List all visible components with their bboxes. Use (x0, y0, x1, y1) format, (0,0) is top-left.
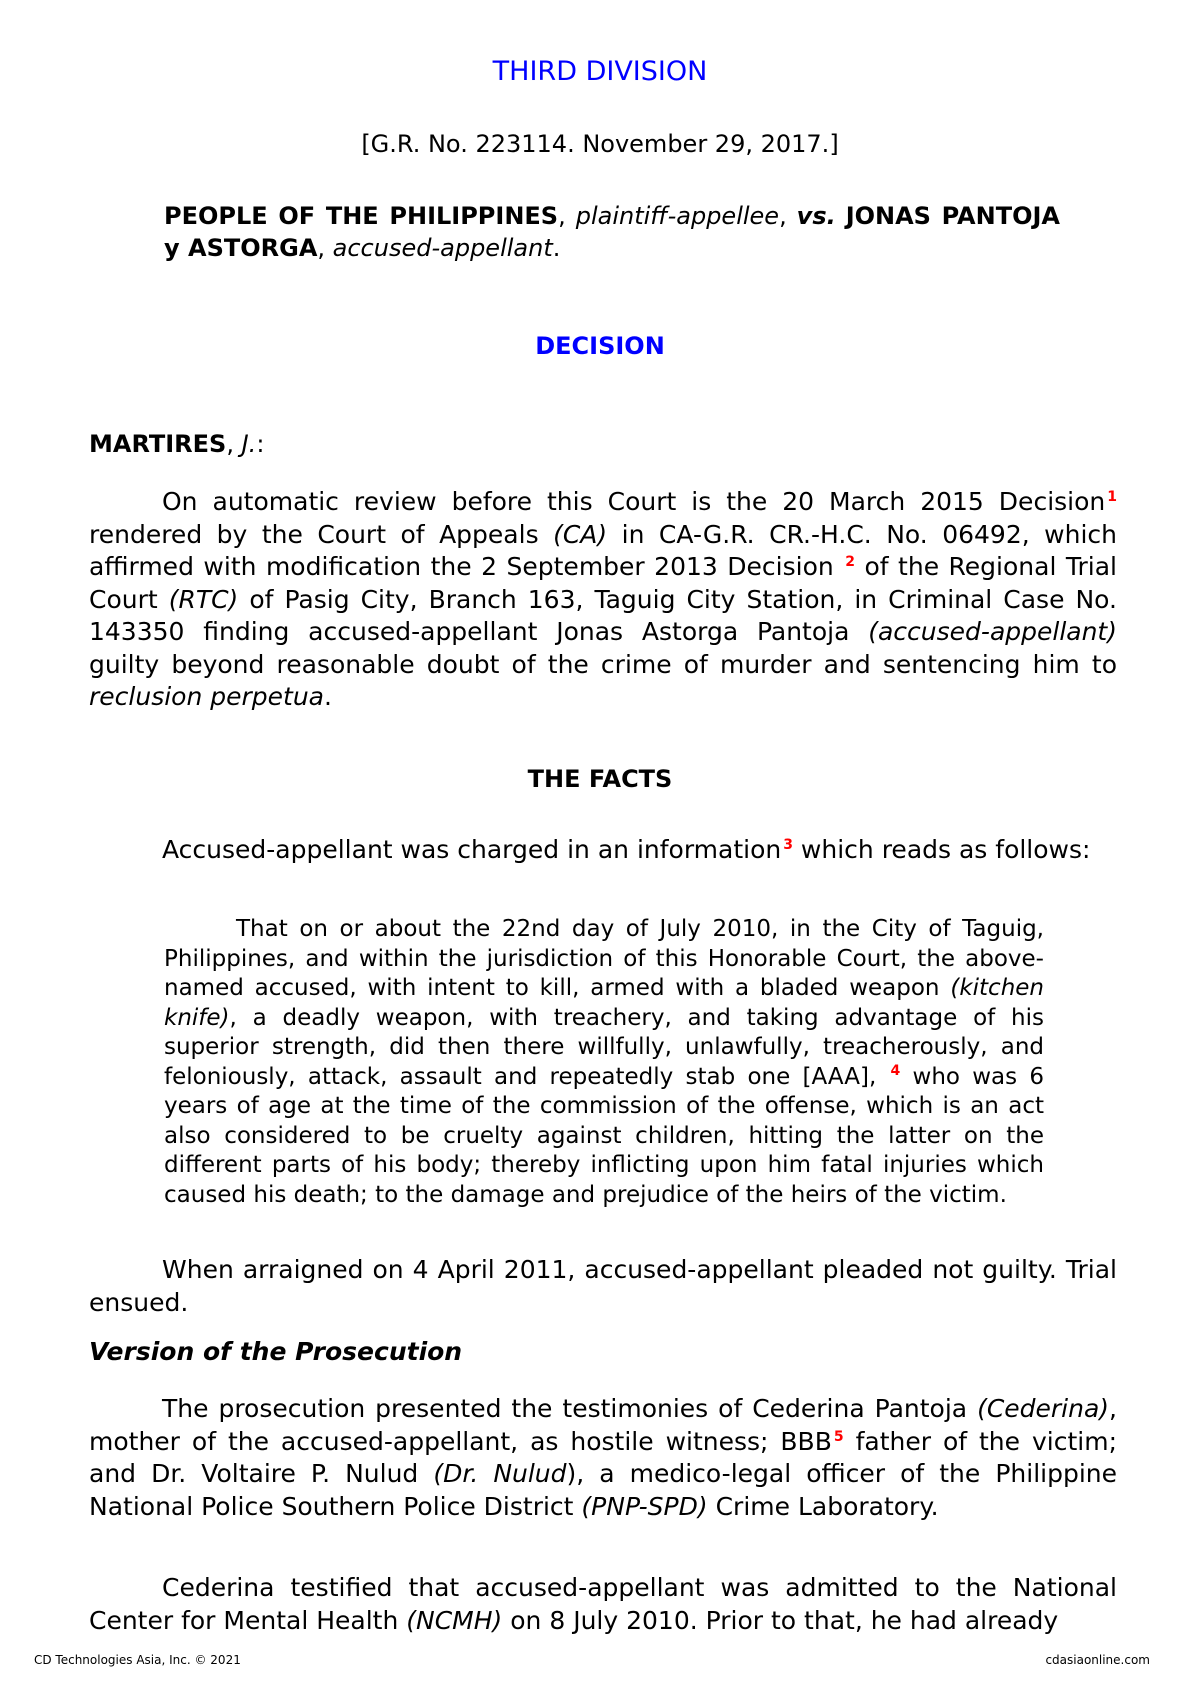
ponente-title: J. (241, 430, 257, 458)
ponente-name: MARTIRES (89, 430, 227, 458)
paragraph-4: The prosecution presented the testimonies of Cederina Pantoja (Cederina), mother of the accused-appellant, as hostile witness; BBB $^5$ father of the victim; and Dr. Voltaire P. Nulud (Dr. Nulud), a medico-legal officer of the Philippine National Police Southern Police District (PNP-SPD) Crime Laboratory. (89, 1394, 1117, 1521)
paragraph-1: On automatic review before this Court is the 20 March 2015 Decision $^1$ rendered by the Court of Appeals (CA) in CA-G.R. CR.-H.C. No. 06492, which affirmed with modification the 2 September 2013 Decision $^2$ of the Regional Trial Court (RTC) of Pasig City, Branch 163, Taguig City Station, in Criminal Case No. 143350 finding accused-appellant Jonas Astorga Pantoja (accused-appellant) guilty beyond reasonable doubt of the crime of murder and sentencing him to reclusion perpetua. (89, 487, 1117, 711)
ponente: MARTIRES, J.: (89, 430, 265, 458)
accused-name: JONAS PANTOJA y ASTORGA (164, 202, 1060, 262)
plaintiff-role: plaintiff-appellee (575, 202, 780, 230)
case-parties: PEOPLE OF THE PHILIPPINES, plaintiff-appellee, vs. JONAS PANTOJA y ASTORGA, accused-appellant. (164, 202, 1060, 262)
versus: vs. (796, 202, 836, 230)
footnote-1-link[interactable]: 1 (1107, 489, 1117, 505)
plaintiff-name: PEOPLE OF THE PHILIPPINES (164, 202, 559, 230)
footer-website: cdasiaonline.com (1045, 1653, 1150, 1667)
footnote-5-link[interactable]: 5 (833, 1428, 844, 1445)
decision-title: DECISION (535, 332, 665, 360)
division-heading: THIRD DIVISION (492, 56, 708, 87)
footnote-3-link[interactable]: 3 (783, 837, 793, 853)
paragraph-2: Accused-appellant was charged in an information $^3$ which reads as follows: (162, 835, 1091, 864)
facts-heading: THE FACTS (527, 765, 673, 793)
accused-role: accused-appellant (332, 234, 553, 262)
footer-copyright: CD Technologies Asia, Inc. © 2021 (34, 1653, 241, 1667)
footnote-4-link[interactable]: 4 (890, 1062, 901, 1079)
paragraph-3: When arraigned on 4 April 2011, accused-appellant pleaded not guilty. Trial ensued. (89, 1255, 1117, 1317)
version-heading: Version of the Prosecution (89, 1337, 463, 1366)
paragraph-5: Cederina testified that accused-appellant was admitted to the National Center for Mental Health (NCMH) on 8 July 2010. Prior to that, he had already (89, 1573, 1117, 1635)
footnote-2-link[interactable]: 2 (845, 554, 855, 570)
case-number: [G.R. No. 223114. November 29, 2017.] (361, 130, 839, 158)
information-quote: That on or about the 22nd day of July 2010, in the City of Taguig, Philippines, and within the jurisdiction of this Honorable Court, the above-named accused, with intent to kill, armed with a bladed weapon (kitchen knife), a deadly weapon, with treachery, and taking advantage of his superior strength, did then there willfully, unlawfully, treacherously, and feloniously, attack, assault and repeatedly stab one [AAA], $^4$ who was 6 years of age at the time of the commission of the offense, which is an act also considered to be cruelty against children, hitting the latter on the different parts of his body; thereby inflicting upon him fatal injuries which caused his death; to the damage and prejudice of the heirs of the victim. (164, 916, 1045, 1208)
